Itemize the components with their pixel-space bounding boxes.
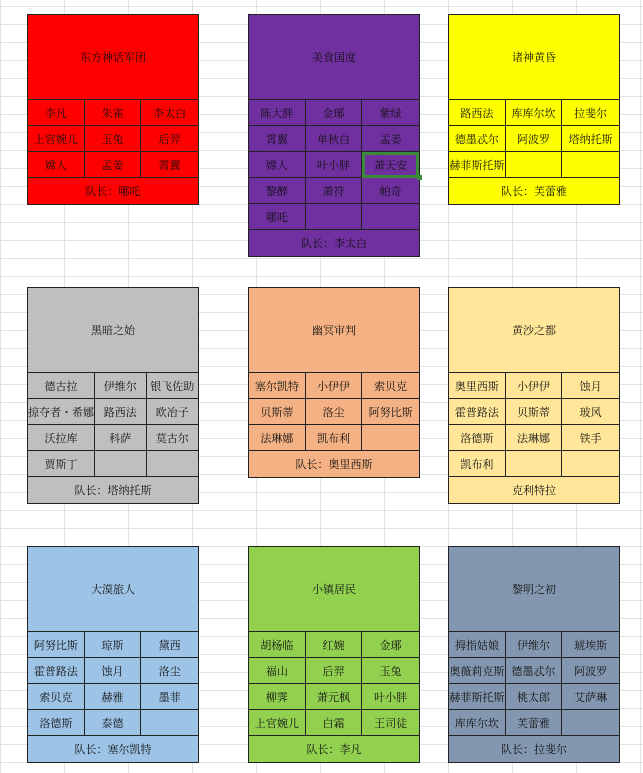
member-cell[interactable]: 萧元枫 [306,684,363,710]
team-card [448,546,620,763]
member-cell[interactable]: 银飞佐助 [147,373,199,399]
member-cell[interactable]: 陈大胖 [249,100,306,126]
team-title[interactable]: 东方神话军团 [28,15,198,100]
member-cell[interactable]: 萧天安 [362,152,419,178]
member-cell[interactable]: 拉斐尔 [562,100,619,126]
member-cell[interactable]: 奥薇莉克斯 [449,658,506,684]
member-cell[interactable]: 单秋白 [306,126,363,152]
member-cell[interactable]: 德墨忒尔 [449,126,506,152]
team-card [27,287,199,504]
member-cell[interactable]: 金琊 [362,632,419,658]
member-cell[interactable] [362,204,419,230]
member-cell[interactable]: 洛德斯 [449,425,506,451]
member-cell[interactable]: 玉兔 [85,126,142,152]
member-cell[interactable] [506,152,563,178]
member-cell[interactable]: 嫦人 [28,152,85,178]
member-cell[interactable] [362,425,419,451]
team-leader[interactable]: 队长：芙蕾雅 [501,185,567,198]
member-cell[interactable] [147,451,199,477]
team-leader[interactable]: 队长：拉斐尔 [501,743,567,756]
member-cell[interactable]: 贾斯丁 [28,451,95,477]
member-cell[interactable] [562,451,619,477]
member-grid [28,373,198,477]
member-cell[interactable]: 库库尔坎 [449,710,506,736]
member-cell[interactable]: 琥埃斯 [562,632,619,658]
team-title[interactable]: 黑暗之始 [28,288,198,373]
member-cell[interactable]: 法琳娜 [506,425,563,451]
member-grid [249,373,419,451]
member-cell[interactable]: 紫绿 [362,100,419,126]
team-title[interactable]: 小镇居民 [249,547,419,632]
team-title[interactable]: 黎明之初 [449,547,619,632]
team-title[interactable]: 大漠旅人 [28,547,198,632]
member-cell[interactable]: 胡杨临 [249,632,306,658]
member-cell[interactable]: 萧符 [306,178,363,204]
member-cell[interactable]: 上官婉儿 [249,710,306,736]
member-cell[interactable]: 赫雅 [85,684,142,710]
team-leader[interactable]: 队长：李太白 [301,237,367,250]
member-cell[interactable]: 玻风 [562,399,619,425]
team-title[interactable]: 诸神黄昏 [449,15,619,100]
team-leader[interactable]: 队长：哪吒 [85,185,141,198]
member-cell[interactable]: 奥里西斯 [449,373,506,399]
member-cell[interactable]: 蚀月 [562,373,619,399]
member-cell[interactable]: 叶小胖 [362,684,419,710]
member-cell[interactable]: 贝斯蒂 [249,399,306,425]
member-cell[interactable]: 福山 [249,658,306,684]
member-cell[interactable]: 霄翼 [249,126,306,152]
member-cell[interactable]: 贝斯蒂 [506,399,563,425]
team-card [448,14,620,205]
member-cell[interactable]: 索贝克 [362,373,419,399]
member-cell[interactable]: 黛西 [141,632,198,658]
member-cell[interactable]: 蚀月 [85,658,142,684]
member-cell[interactable]: 朱雀 [85,100,142,126]
member-cell[interactable]: 法琳娜 [249,425,306,451]
team-title[interactable]: 黄沙之都 [449,288,619,373]
member-cell[interactable]: 赫菲斯托斯 [449,684,506,710]
member-cell[interactable]: 洛尘 [306,399,363,425]
team-card [248,287,420,478]
member-cell[interactable]: 后羿 [141,126,198,152]
member-grid [249,632,419,736]
member-cell[interactable]: 李凡 [28,100,85,126]
member-cell[interactable] [562,710,619,736]
member-cell[interactable] [95,451,147,477]
member-cell[interactable]: 洛德斯 [28,710,85,736]
member-cell[interactable]: 后羿 [306,658,363,684]
member-cell[interactable]: 阿努比斯 [362,399,419,425]
team-leader[interactable]: 队长：李凡 [306,743,362,756]
member-cell[interactable]: 柳霁 [249,684,306,710]
member-cell[interactable]: 小伊伊 [306,373,363,399]
member-cell[interactable] [506,451,563,477]
team-leader[interactable]: 克利特拉 [512,484,556,497]
member-cell[interactable]: 沃拉库 [28,425,95,451]
member-cell[interactable]: 艾萨琳 [562,684,619,710]
team-card [27,14,199,205]
member-cell[interactable]: 泰德 [85,710,142,736]
team-leader[interactable]: 队长：奥里西斯 [295,458,373,471]
member-cell[interactable]: 霄翼 [141,152,198,178]
member-grid [449,373,619,477]
member-cell[interactable]: 莫古尔 [147,425,199,451]
member-cell[interactable]: 凯布利 [306,425,363,451]
team-leader[interactable]: 队长：塔纳托斯 [74,484,152,497]
member-grid [28,632,198,736]
member-cell[interactable]: 桃太郎 [506,684,563,710]
member-cell[interactable]: 拇指姑娘 [449,632,506,658]
member-cell[interactable]: 帕奇 [362,178,419,204]
member-cell[interactable]: 玉兔 [362,658,419,684]
member-cell[interactable] [562,152,619,178]
member-cell[interactable] [306,204,363,230]
member-grid [249,100,419,230]
member-cell[interactable]: 琼斯 [85,632,142,658]
team-leader[interactable]: 队长：塞尔凯特 [74,743,152,756]
member-cell[interactable]: 路西法 [95,399,147,425]
member-cell[interactable]: 德古拉 [28,373,95,399]
member-cell[interactable]: 科萨 [95,425,147,451]
member-cell[interactable]: 伊维尔 [506,632,563,658]
member-grid [449,632,619,736]
member-cell[interactable]: 黎醉 [249,178,306,204]
member-cell[interactable]: 塞尔凯特 [249,373,306,399]
member-cell[interactable]: 芙蕾雅 [506,710,563,736]
team-card [248,546,420,763]
member-cell[interactable]: 孟姜 [85,152,142,178]
member-cell[interactable]: 李太白 [141,100,198,126]
team-card [248,14,420,257]
member-cell[interactable]: 霍普路法 [28,658,85,684]
member-cell[interactable]: 赫菲斯托斯 [449,152,506,178]
member-cell[interactable]: 欧冶子 [147,399,199,425]
member-cell[interactable]: 索贝克 [28,684,85,710]
member-cell[interactable]: 伊维尔 [95,373,147,399]
member-cell[interactable]: 霍普路法 [449,399,506,425]
member-cell[interactable]: 库库尔坎 [506,100,563,126]
member-grid [449,100,619,178]
member-cell[interactable]: 掠夺者・希娜 [28,399,95,425]
member-cell[interactable]: 塔纳托斯 [562,126,619,152]
member-cell[interactable]: 德墨忒尔 [506,658,563,684]
member-cell[interactable]: 墨菲 [141,684,198,710]
member-cell[interactable]: 金琊 [306,100,363,126]
member-cell[interactable] [141,710,198,736]
member-cell[interactable]: 阿波罗 [506,126,563,152]
member-cell[interactable]: 哪吒 [249,204,306,230]
team-card [27,546,199,763]
member-grid [28,100,198,178]
member-cell[interactable]: 嫦人 [249,152,306,178]
member-cell[interactable]: 路西法 [449,100,506,126]
member-cell[interactable]: 红婉 [306,632,363,658]
member-cell[interactable]: 凯布利 [449,451,506,477]
member-cell[interactable]: 孟姜 [362,126,419,152]
member-cell[interactable]: 阿努比斯 [28,632,85,658]
member-cell[interactable]: 王司徒 [362,710,419,736]
member-cell[interactable]: 阿波罗 [562,658,619,684]
team-card [448,287,620,504]
member-cell[interactable]: 洛尘 [141,658,198,684]
team-title[interactable]: 美食国度 [249,15,419,100]
member-cell[interactable]: 小伊伊 [506,373,563,399]
member-cell[interactable]: 白霜 [306,710,363,736]
member-cell[interactable]: 铁手 [562,425,619,451]
member-cell[interactable]: 叶小胖 [306,152,363,178]
team-title[interactable]: 幽冥审判 [249,288,419,373]
member-cell[interactable]: 上官婉儿 [28,126,85,152]
